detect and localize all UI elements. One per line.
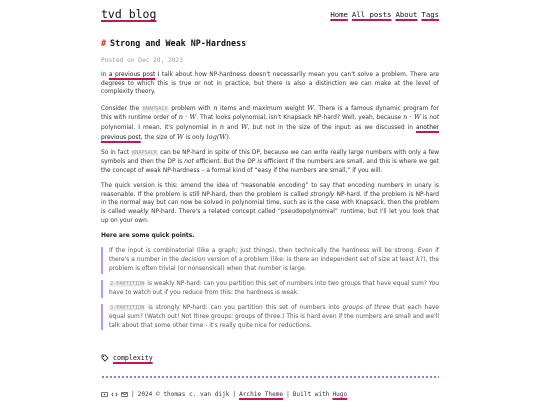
emphasis: groups of three: [342, 305, 390, 312]
knapsack-code: KNAPSACK: [132, 150, 158, 157]
another-previous-post-link[interactable]: another previous post: [101, 125, 439, 141]
text: that each have equal sum? (Watch out! Not three groups: groups of three.) This is hard even if the numbers are small and we'll talk about that some other time - it's really quite nice for reductions.: [109, 305, 439, 329]
text: problem with: [168, 105, 214, 112]
paragraph-dp: [101, 149, 439, 175]
footer-separator: |: [131, 391, 135, 398]
text: efficient if the numbers are small, and this is where we get the concept of weak NP-hardness – a formal kind of “easy if the numbers are small,” if you will.: [101, 158, 439, 174]
post-title: [101, 38, 246, 48]
text: In: [101, 72, 109, 78]
paragraph-intro: [101, 71, 439, 97]
text: , but not in the size of the input: as we discussed in: [247, 125, 416, 132]
math: W: [241, 123, 248, 132]
nav-all-posts[interactable]: All posts: [351, 10, 392, 19]
paragraph-knapsack: [101, 104, 439, 143]
footer-separator: |: [286, 391, 290, 398]
hugo-link[interactable]: Hugo: [332, 391, 348, 398]
math: n: [213, 103, 218, 112]
footer-copyright: 2024 © thomas c. van dijk: [137, 391, 230, 398]
text: is weakly NP-hard: can you partition this set of numbers into two groups that have equal sum? You have to watch out if you reduce from this: the hardness is weak.: [109, 281, 439, 297]
text: NP-hard. There's a related concept called “pseudopolynomial” runtime, but I'll let you look that up on your own.: [101, 208, 440, 224]
math: log(W): [206, 132, 229, 141]
footer-separator: |: [232, 391, 237, 398]
site-footer: [101, 391, 347, 398]
text: I talk about how NP-hardness doesn't necessarily mean you can't solve a problem. There are degrees to which this is true or not in practice, but there is also a distinction we can make at the level of complexity theory.: [101, 72, 440, 96]
text: , the size of: [140, 134, 177, 141]
code-icon[interactable]: [111, 391, 118, 398]
mail-icon[interactable]: [121, 391, 128, 398]
emphasis: strongly: [310, 191, 335, 198]
text: If the input is combinatorial (like a graph; just things), then technically the hardness will be strong. Even if there's a number in the: [109, 247, 439, 264]
math: n · W: [403, 113, 421, 122]
site-title-link[interactable]: tvd blog: [101, 7, 157, 21]
math: W: [307, 103, 314, 112]
2-partition-code: 2-PARTITION: [110, 281, 145, 288]
text: The quick version is this: amend the idea of “reasonable encoding” to say that encoding numbers in unary is reasonable. If the problem is still NP-hard, then the problem is called: [101, 182, 439, 198]
quick-points-heading: Here are some quick points.: [101, 232, 195, 239]
3-partition-code: 3-PARTITION: [110, 305, 145, 312]
text: items and maximum weight: [217, 105, 308, 112]
text: can be NP-hard in spite of this DP, because we can write really large numbers with only a few symbols and then the DP is: [101, 150, 440, 165]
post-date: Posted on Dec 28, 2023: [101, 57, 183, 64]
nav-home[interactable]: Home: [330, 10, 348, 19]
emphasis: is: [257, 158, 263, 165]
youtube-icon[interactable]: [101, 391, 108, 398]
text: efficient. But the DP: [193, 158, 258, 165]
text: is: [420, 115, 430, 122]
callout-3-partition: [101, 304, 439, 330]
callout-2-partition: [101, 280, 439, 297]
nav-tags[interactable]: Tags: [421, 10, 439, 19]
paragraph-quick-version: [101, 182, 439, 226]
text: So in fact: [101, 150, 132, 157]
main-nav: [330, 10, 439, 19]
hash-icon: #: [101, 38, 107, 48]
text: polynomial. I mean, it's polynomial in: [101, 125, 220, 132]
nav-about[interactable]: About: [395, 10, 418, 19]
emphasis: weakly: [128, 208, 149, 215]
previous-post-link[interactable]: a previous post: [108, 72, 156, 78]
math: n · W: [178, 113, 197, 122]
text: is strongly NP-hard: can you partition this set of numbers into: [145, 305, 343, 312]
text: . That looks polynomial, isn't Knapsack NP-hard? Well, yeah, because: [196, 115, 404, 122]
text: ?), the problem is often trivial (or nonsensical) when that number is large.: [109, 257, 439, 273]
text: NP-hard. If the problem is NP-hard in the normal way but can now be solved in polynomial time, such as is the case with Knapsack, then the problem is called: [101, 191, 439, 215]
built-with-label: Built with: [292, 391, 330, 398]
emphasis: not: [429, 115, 440, 122]
text: version of a problem (like: is there an independent set of size at least: [205, 257, 417, 264]
post-title-text: Strong and Weak NP-Hardness: [110, 38, 247, 48]
math: k: [416, 255, 421, 264]
text: and: [224, 125, 242, 132]
emphasis: not: [184, 158, 194, 165]
post-tags: [101, 354, 153, 362]
site-header: [101, 7, 439, 27]
text: Consider the: [101, 105, 142, 112]
math: n: [219, 123, 225, 132]
emphasis: decision: [180, 257, 206, 264]
tag-complexity-link[interactable]: complexity: [113, 354, 153, 362]
text: . There is a famous dynamic program for this with runtime order of: [101, 105, 440, 122]
archie-theme-link[interactable]: Archie Theme: [239, 391, 284, 398]
math: W: [176, 132, 184, 141]
post-content: [101, 71, 439, 337]
knapsack-code: KNAPSACK: [142, 105, 168, 112]
tag-icon: [101, 354, 109, 362]
footer-divider: [101, 376, 439, 378]
callout-combinatorial: [101, 247, 439, 274]
text: .: [228, 134, 231, 141]
text: is only: [183, 134, 207, 141]
